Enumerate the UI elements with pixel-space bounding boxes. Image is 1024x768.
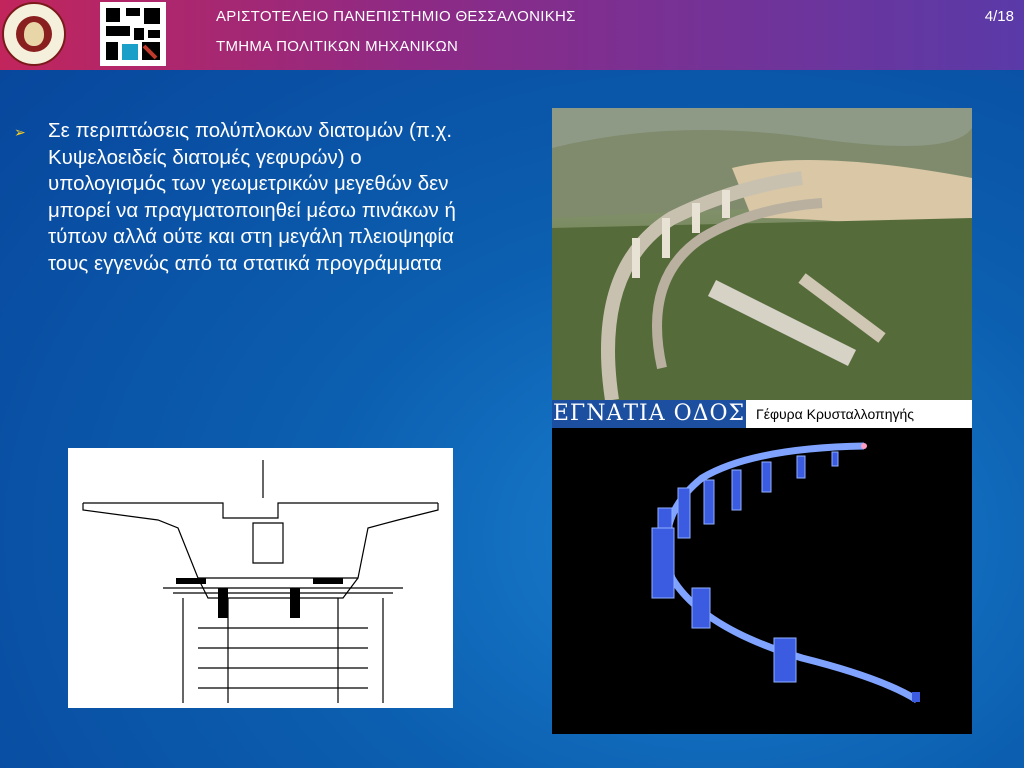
photo-caption: Γέφυρα Κρυσταλλοπηγής xyxy=(756,406,915,422)
arrow-bullet-icon: ➢ xyxy=(14,124,26,140)
department-name: ΤΜΗΜΑ ΠΟΛΙΤΙΚΩΝ ΜΗΧΑΝΙΚΩΝ xyxy=(216,38,459,55)
department-logo xyxy=(100,2,166,66)
seal-portrait xyxy=(24,22,44,46)
slide-header xyxy=(0,0,1024,70)
bridge-photo xyxy=(552,108,972,400)
cross-section-graphic xyxy=(68,448,453,708)
page-number: 4/18 xyxy=(984,8,1014,25)
bridge-photo-graphic xyxy=(552,108,972,400)
bridge-model-graphic xyxy=(552,428,972,734)
bridge-3d-model xyxy=(552,428,972,734)
egnatia-logo: ΕΓΝΑΤΙΑ ΟΔΟΣ xyxy=(552,401,746,426)
box-section-drawing xyxy=(68,448,453,708)
department-logo-graphic xyxy=(100,2,166,66)
university-name: ΑΡΙΣΤΟΤΕΛΕΙΟ ΠΑΝΕΠΙΣΤΗΜΙΟ ΘΕΣΣΑΛΟΝΙΚΗΣ xyxy=(216,8,576,25)
bullet-text: Σε περιπτώσεις πολύπλοκων διατομών (π.χ. Κυψελοειδείς διατομές γεφυρών) ο υπολογισμός των γεωμετρικών μεγεθών δεν μπορεί να πραγματοποιηθεί μέσω πινάκων ή τύπων αλλά ούτε και στη μεγάλη πλειοψηφία τους εγγενώς από τα στατικά προγράμματα xyxy=(48,119,456,275)
university-seal-logo xyxy=(2,2,66,66)
